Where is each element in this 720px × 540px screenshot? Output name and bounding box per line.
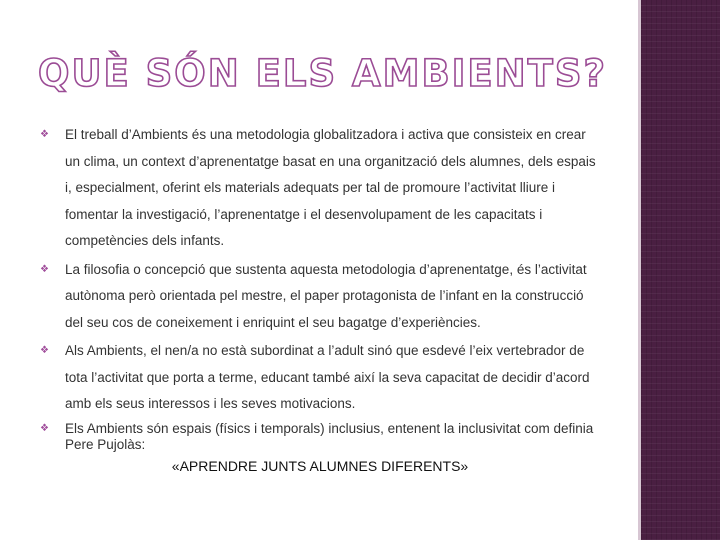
list-item (40, 338, 600, 418)
list-item (40, 122, 600, 255)
list-item (40, 257, 600, 337)
list-item-text: El treball d’Ambients és una metodologia globalitzadora i activa que consisteix en crear un clima, un context d’aprenentatge basat en una organització dels alumnes, dels espais i, especialment, oferint els materials adequats per tal de promoure l’activitat lliure i fomentar la investigació, l’aprenentatge i el desenvolupament de les capacitats i competències dels infants. (65, 127, 596, 248)
bullet-list (40, 122, 600, 453)
list-item (40, 421, 600, 453)
list-item-text: Els Ambients són espais (físics i temporals) inclusius, entenent la inclusivitat com definia Pere Pujolàs: (65, 420, 594, 452)
closing-quote: «APRENDRE JUNTS ALUMNES DIFERENTS» (171, 458, 469, 474)
diamond-bullet-icon: ❖ (40, 422, 49, 434)
list-item-text: Als Ambients, el nen/a no està subordinat a l’adult sinó que esdevé l’eix vertebrador de tota l’activitat que porta a terme, educant també així la seva capacitat de decidir d’acord amb els seus interessos i les seves motivacions. (65, 343, 590, 411)
slide-title: QUÈ SÓN ELS AMBIENTS? (38, 52, 607, 95)
list-item-text: La filosofia o concepció que sustenta aquesta metodologia d’aprenentatge, és l’activitat autònoma però orientada pel mestre, el paper protagonista de l’infant en la construcció del seu cos de coneixement i enriquint el seu bagatge d’experiències. (65, 261, 587, 330)
diamond-bullet-icon: ❖ (40, 345, 49, 356)
decorative-sidebar (641, 0, 720, 540)
diamond-bullet-icon: ❖ (40, 129, 49, 140)
diamond-bullet-icon: ❖ (40, 263, 49, 275)
